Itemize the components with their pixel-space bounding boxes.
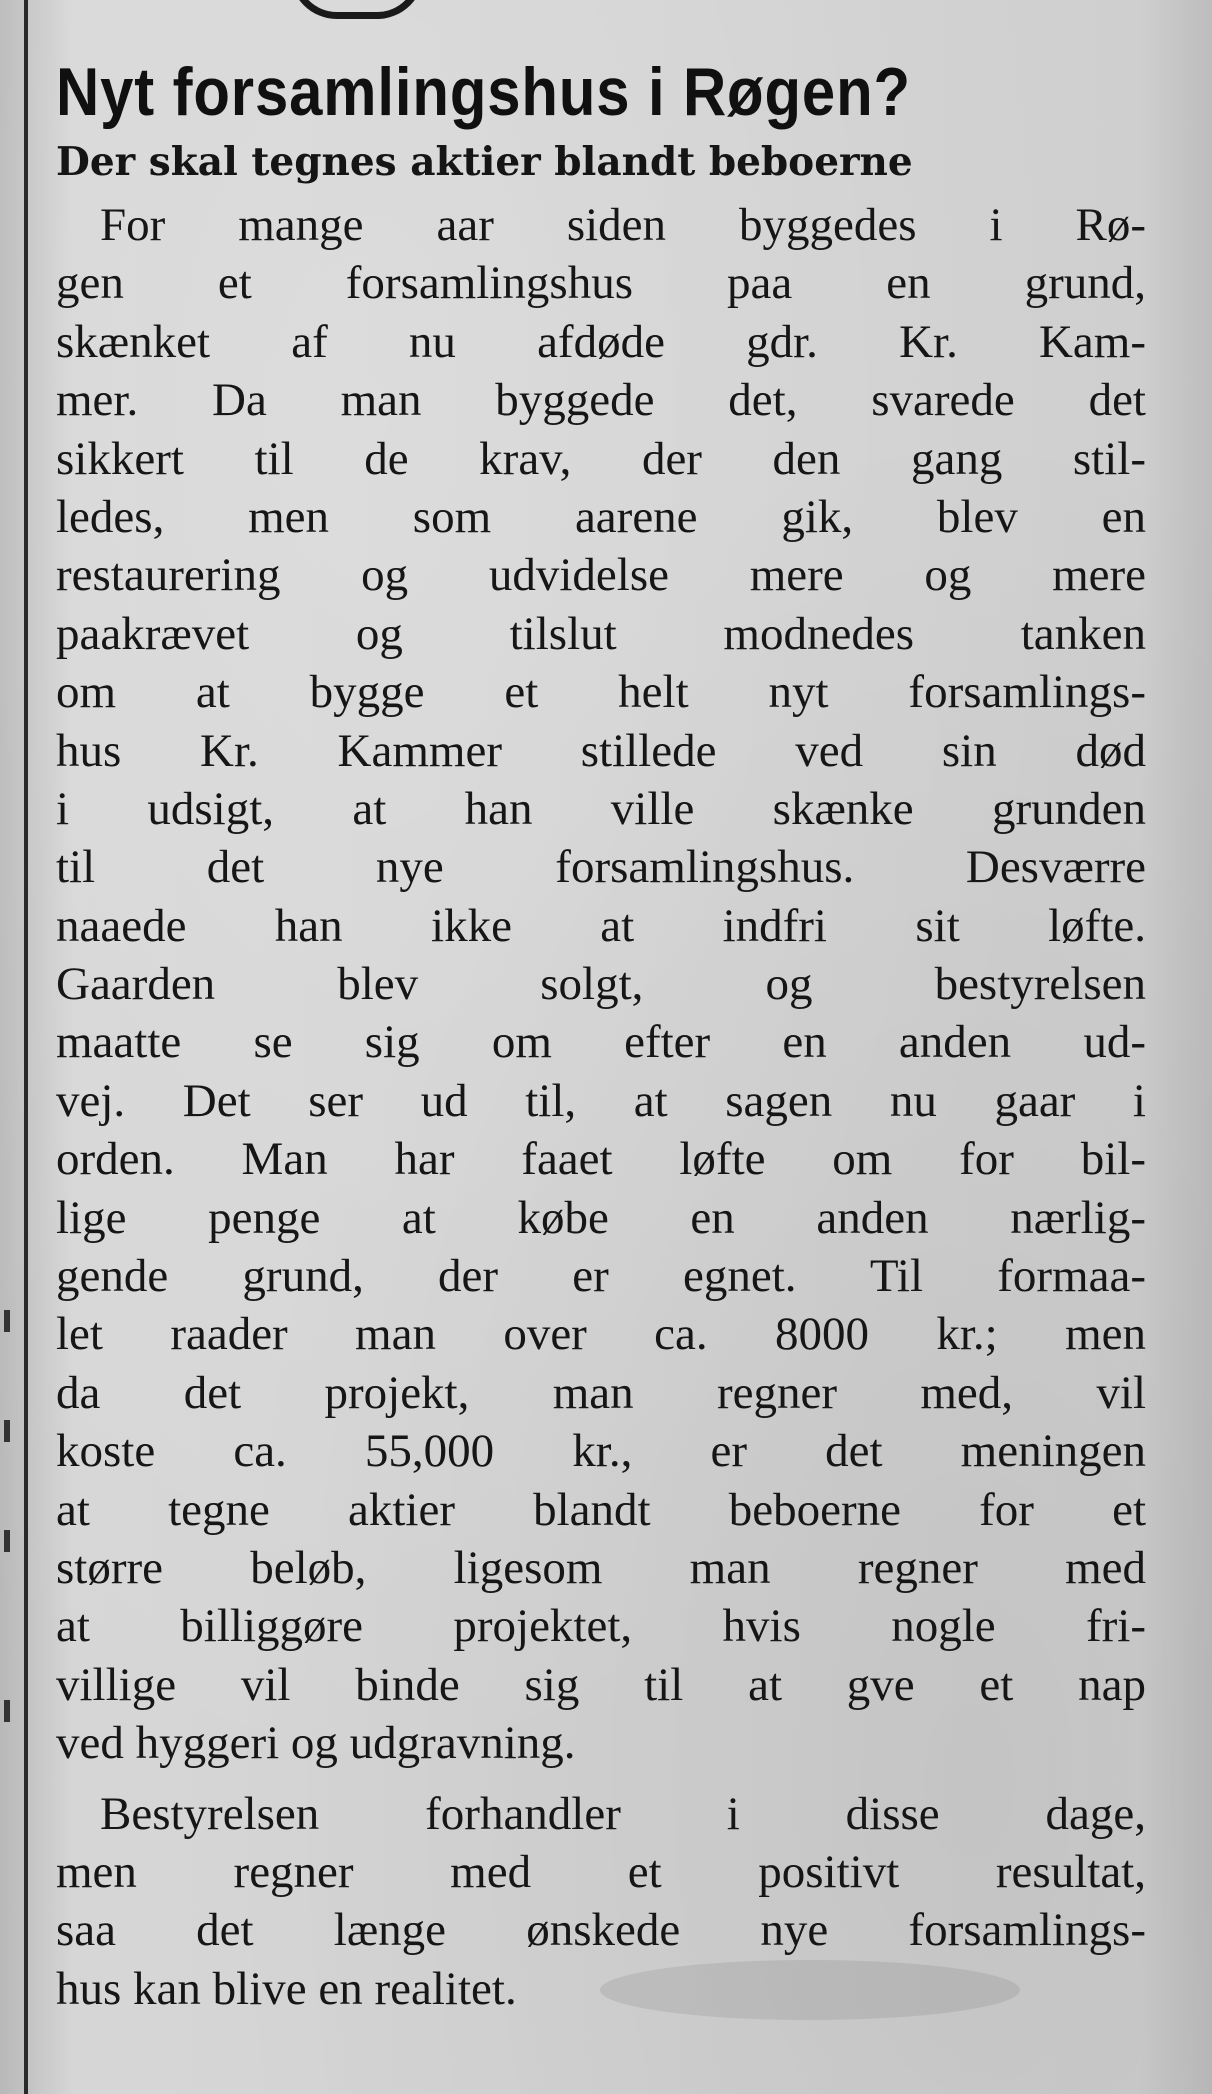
text-line: i udsigt, at han ville skænke grunden: [56, 782, 1146, 835]
text-line: Bestyrelsen forhandler i disse dage,: [100, 1787, 1146, 1840]
text-line: paakrævet og tilslut modnedes tanken: [56, 607, 1146, 660]
text-line: sikkert til de krav, der den gang stil-: [56, 432, 1146, 485]
text-line: da det projekt, man regner med, vil: [56, 1366, 1146, 1419]
headline: Nyt forsamlingshus i Røgen?: [56, 54, 911, 130]
text-line: Gaarden blev solgt, og bestyrelsen: [56, 958, 1146, 1011]
text-line: lige penge at købe en anden nærlig-: [56, 1191, 1146, 1244]
text-line: mer. Da man byggede det, svarede det: [56, 374, 1146, 427]
text-line: naaede han ikke at indfri sit løfte.: [56, 899, 1146, 952]
paragraph: [56, 196, 1146, 1773]
text-line: ved hyggeri og udgravning.: [56, 1717, 576, 1770]
text-line: men regner med et positivt resultat,: [56, 1845, 1146, 1898]
text-line: saa det længe ønskede nye forsamlings-: [56, 1904, 1146, 1957]
subheadline: Der skal tegnes aktier blandt beboerne: [56, 139, 913, 185]
text-line: koste ca. 55,000 kr., er det meningen: [56, 1425, 1146, 1478]
margin-mark: [4, 1420, 10, 1442]
text-line: villige vil binde sig til at gve et nap: [56, 1658, 1146, 1711]
text-line: gende grund, der er egnet. Til formaa-: [56, 1250, 1146, 1303]
text-line: orden. Man har faaet løfte om for bil-: [56, 1133, 1146, 1186]
text-line: gen et forsamlingshus paa en grund,: [56, 257, 1146, 310]
text-line: at billiggøre projektet, hvis nogle fri-: [56, 1600, 1146, 1653]
text-line: om at bygge et helt nyt forsamlings-: [56, 666, 1146, 719]
margin-mark: [4, 1530, 10, 1552]
text-line: at tegne aktier blandt beboerne for et: [56, 1483, 1146, 1536]
text-line: ledes, men som aarene gik, blev en: [56, 490, 1146, 543]
paragraph: [56, 1785, 1146, 2019]
text-line: restaurering og udvidelse mere og mere: [56, 549, 1146, 602]
ornament-fragment: [290, 0, 424, 19]
text-line: til det nye forsamlingshus. Desværre: [56, 841, 1146, 894]
text-line: let raader man over ca. 8000 kr.; men: [56, 1308, 1146, 1361]
margin-mark: [4, 1700, 10, 1722]
text-line: hus Kr. Kammer stillede ved sin død: [56, 724, 1146, 777]
text-line: skænket af nu afdøde gdr. Kr. Kam-: [56, 315, 1146, 368]
article: [56, 52, 1146, 2018]
text-line: For mange aar siden byggedes i Rø-: [100, 199, 1146, 251]
text-line: hus kan blive en realitet.: [56, 1962, 517, 2015]
text-line: større beløb, ligesom man regner med: [56, 1541, 1146, 1594]
text-line: maatte se sig om efter en anden ud-: [56, 1016, 1146, 1069]
margin-mark: [4, 1310, 10, 1332]
column-rule: [24, 0, 28, 2094]
text-line: vej. Det ser ud til, at sagen nu gaar i: [56, 1074, 1146, 1127]
